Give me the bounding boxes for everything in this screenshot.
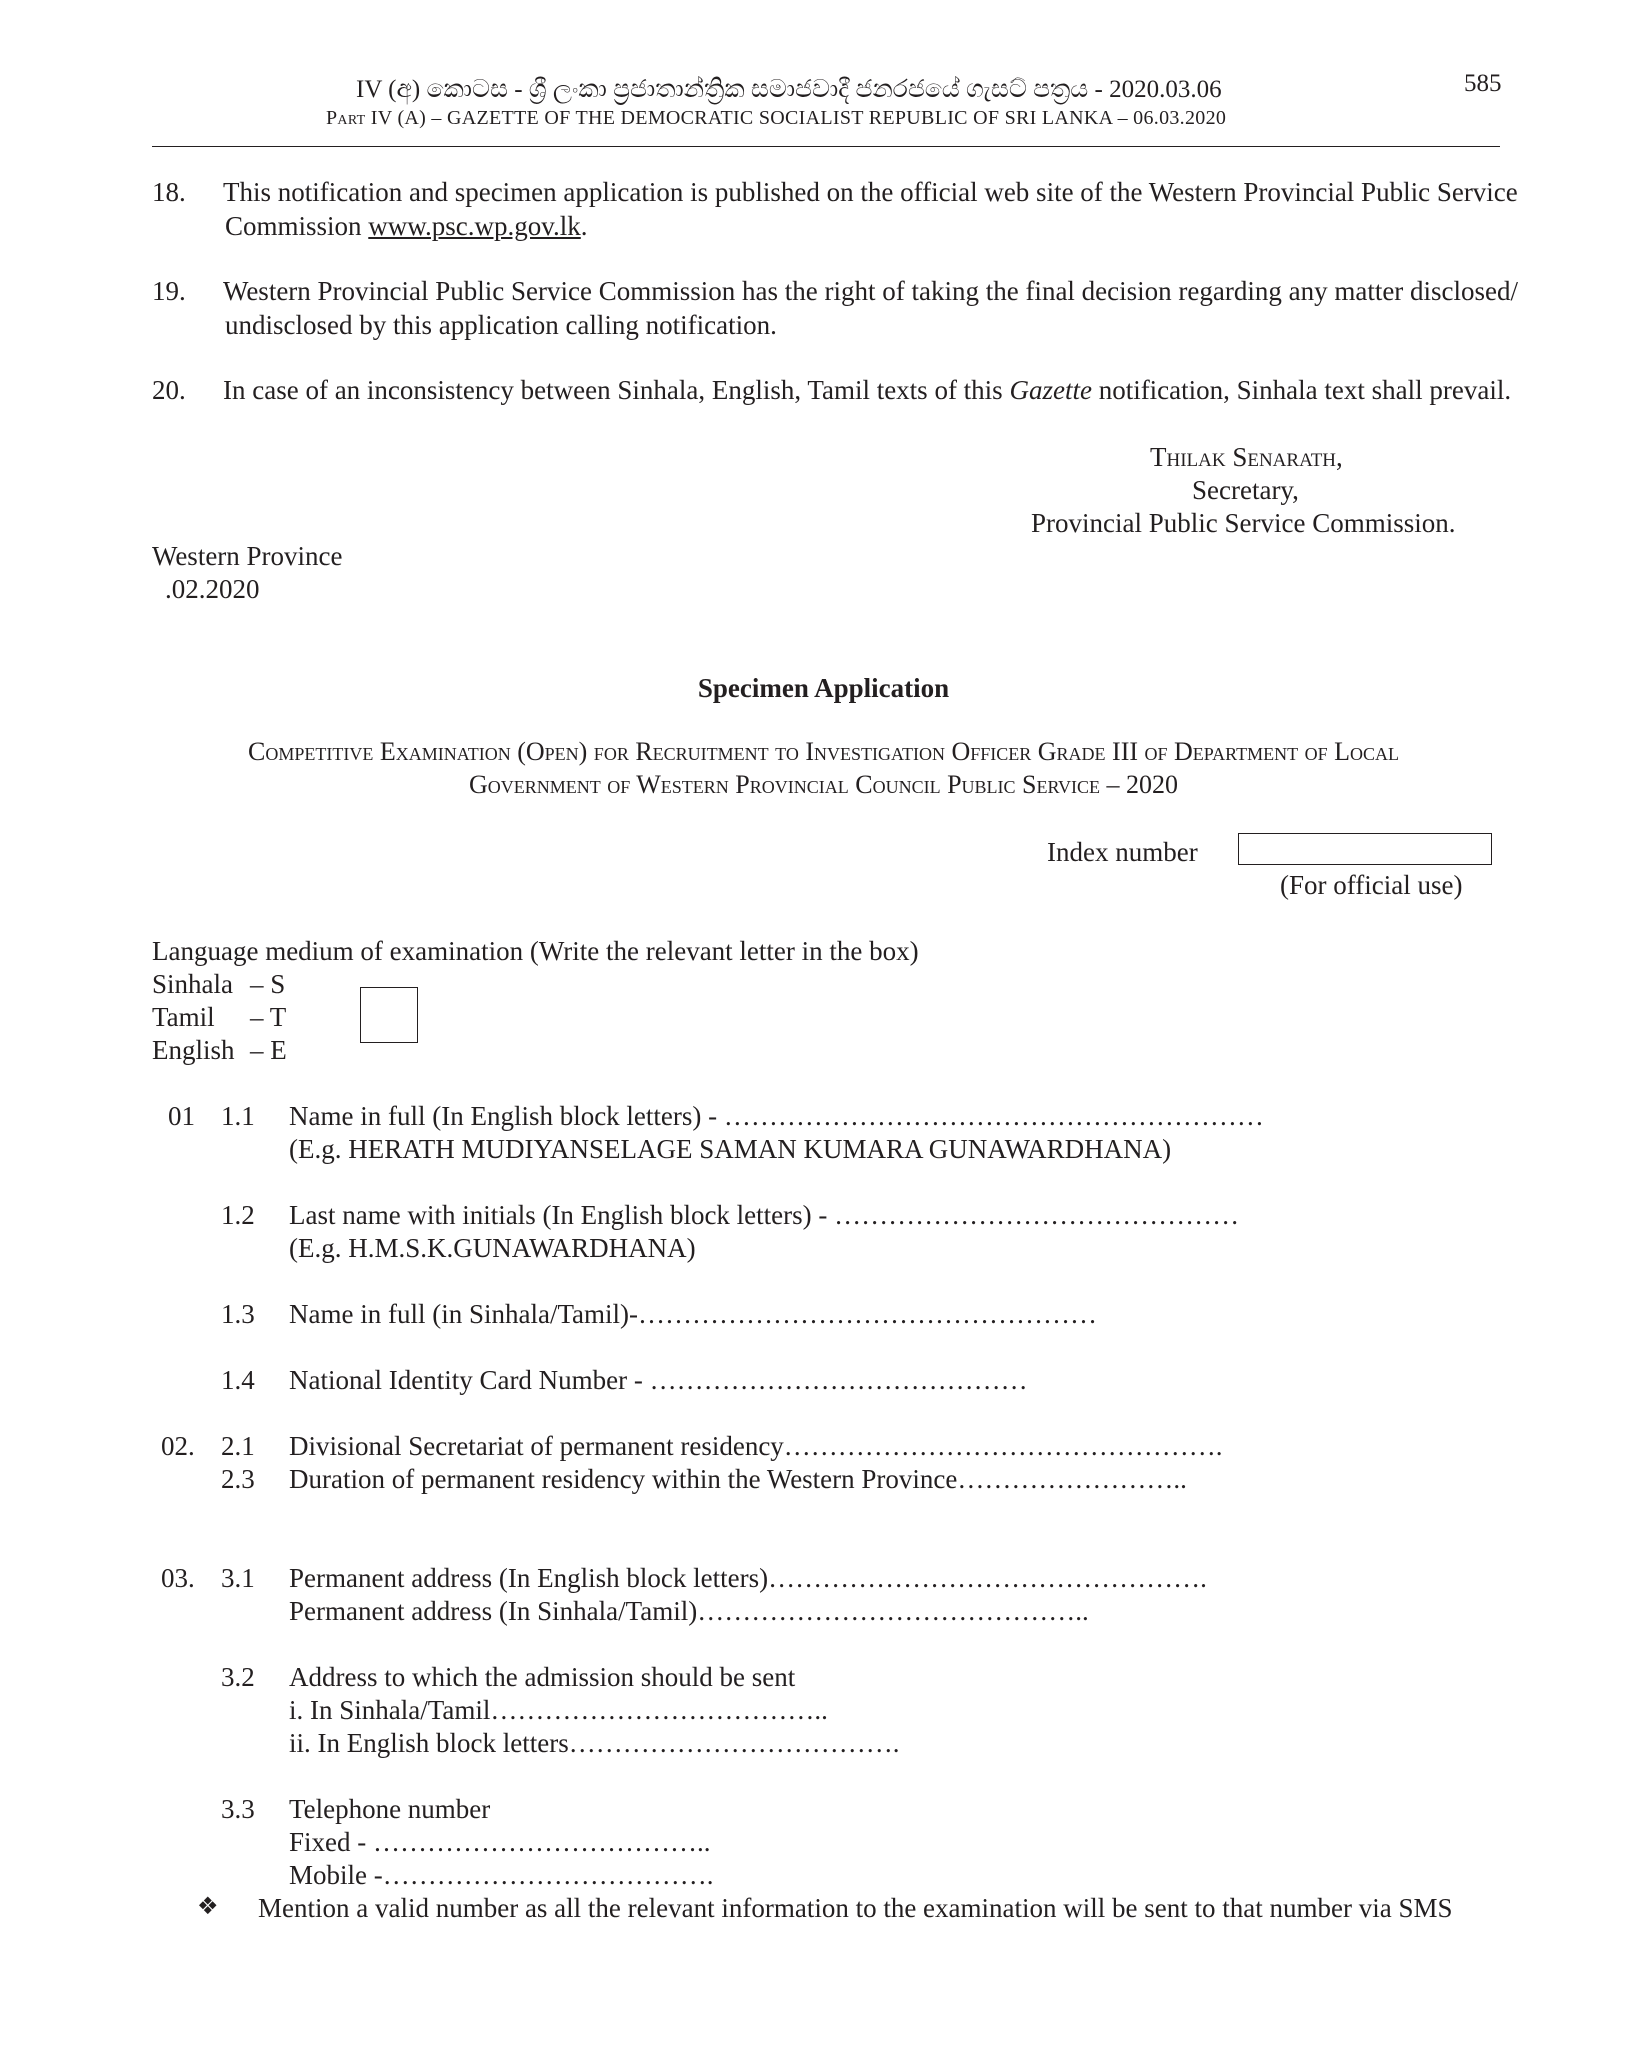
field-1-2-example: (E.g. H.M.S.K.GUNAWARDHANA) <box>289 1233 696 1263</box>
field-1-1-label[interactable]: Name in full (In English block letters) - …………………………………………………… <box>289 1101 1264 1131</box>
field-3-3-number: 3.3 <box>221 1794 255 1824</box>
clause-19-line1: Western Provincial Public Service Commission has the right of taking the final decision regarding any matter disclosed/ <box>223 276 1519 306</box>
field-1-1-example: (E.g. HERATH MUDIYANSELAGE SAMAN KUMARA GUNAWARDHANA) <box>289 1134 1172 1164</box>
field-1-2-number: 1.2 <box>221 1200 255 1230</box>
signatory-org: Provincial Public Service Commission. <box>1031 508 1456 538</box>
field-3-2-number: 3.2 <box>221 1662 255 1692</box>
language-code-english: – E <box>250 1035 287 1065</box>
field-2-1-label[interactable]: Divisional Secretariat of permanent residency…………………………………………. <box>289 1431 1223 1461</box>
signatory-title: Secretary, <box>1192 475 1299 505</box>
field-3-2-english[interactable]: ii. In English block letters………………………………. <box>289 1728 900 1758</box>
clause-20-post: notification, Sinhala text shall prevail. <box>1091 375 1512 405</box>
header-rule <box>152 146 1500 147</box>
header-english-rest: IV (A) – GAZETTE OF THE DEMOCRATIC SOCIALIST REPUBLIC OF SRI LANKA – 06.03.2020 <box>370 107 1227 129</box>
specimen-subtitle-line2: Government of Western Provincial Council Public Service – 2020 <box>468 770 1179 799</box>
field-1-2-label[interactable]: Last name with initials (In English block letters) - ……………………………………… <box>289 1200 1240 1230</box>
official-use-note: (For official use) <box>1280 870 1463 900</box>
field-1-3-number: 1.3 <box>221 1299 255 1329</box>
clause-18-number: 18. <box>152 177 186 207</box>
language-option-sinhala: Sinhala <box>152 969 233 999</box>
field-3-1-number: 3.1 <box>221 1563 255 1593</box>
field-1-3-label[interactable]: Name in full (in Sinhala/Tamil)-…………………………………………… <box>289 1299 1098 1329</box>
clause-18-period: . <box>580 211 588 241</box>
field-3-2-sinhala[interactable]: i. In Sinhala/Tamil……………………………….. <box>289 1695 828 1725</box>
clause-20-pre: In case of an inconsistency between Sinhala, English, Tamil texts of this <box>223 375 1010 405</box>
clause-18-line2-text: Commission <box>225 211 369 241</box>
field-3-3-mobile[interactable]: Mobile -………………………………. <box>289 1860 714 1890</box>
signatory-name: Thilak Senarath, <box>1150 442 1343 472</box>
place-province: Western Province <box>152 541 343 571</box>
clause-18-line2 <box>225 209 588 243</box>
field-2-1-number: 2.1 <box>221 1431 255 1461</box>
field-1-4-label[interactable]: National Identity Card Number - …………………………………… <box>289 1365 1028 1395</box>
header-sinhala-line: IV (අ) කොටස - ශ්‍රී ලංකා ප්‍රජාතාන්ත්‍රික සමාජවාදී ජනරජයේ ගැසට් පත්‍රය - 2020.03.06 <box>356 76 1222 103</box>
four-diamond-icon: ❖ <box>197 1892 219 1920</box>
clause-20-text <box>223 373 1511 407</box>
clause-19-number: 19. <box>152 276 186 306</box>
clause-20-number: 20. <box>152 375 186 405</box>
field-1-1-number: 1.1 <box>221 1101 255 1131</box>
specimen-title: Specimen Application <box>697 673 950 703</box>
language-code-sinhala: – S <box>250 969 286 999</box>
field-2-3-label[interactable]: Duration of permanent residency within the Western Province…………………….. <box>289 1464 1187 1494</box>
section-02-number: 02. <box>161 1431 195 1461</box>
section-03-number: 03. <box>161 1563 195 1593</box>
language-code-tamil: – T <box>250 1002 287 1032</box>
index-number-label: Index number <box>1047 837 1198 867</box>
specimen-subtitle-line1: Competitive Examination (Open) for Recruitment to Investigation Officer Grade III of Department of Local <box>248 737 1399 766</box>
psc-website-link[interactable]: www.psc.wp.gov.lk <box>368 211 581 241</box>
clause-18-line1: This notification and specimen application is published on the official web site of the Western Provincial Public Service <box>223 177 1518 207</box>
field-1-4-number: 1.4 <box>221 1365 255 1395</box>
language-heading: Language medium of examination (Write the relevant letter in the box) <box>152 936 919 966</box>
language-option-tamil: Tamil <box>152 1002 215 1032</box>
clause-20-gazette: Gazette <box>1009 375 1092 405</box>
field-3-1-label-sinhala[interactable]: Permanent address (In Sinhala/Tamil)…………………………………….. <box>289 1596 1089 1626</box>
field-3-3-label: Telephone number <box>289 1794 491 1824</box>
sms-note: Mention a valid number as all the relevant information to the examination will be sent to that number via SMS <box>258 1893 1453 1923</box>
page-number: 585 <box>1464 70 1502 97</box>
field-3-3-fixed[interactable]: Fixed - ……………………………….. <box>289 1827 711 1857</box>
section-01-number: 01 <box>168 1101 195 1131</box>
language-letter-box[interactable] <box>360 987 418 1043</box>
index-number-box[interactable] <box>1238 833 1492 865</box>
header-part-label: Part <box>326 107 366 129</box>
field-3-1-label[interactable]: Permanent address (In English block letters)…………………………………………. <box>289 1563 1207 1593</box>
field-2-3-number: 2.3 <box>221 1464 255 1494</box>
language-option-english: English <box>152 1035 235 1065</box>
header-english-line <box>326 107 1226 130</box>
clause-19-line2: undisclosed by this application calling notification. <box>225 310 777 340</box>
place-date: .02.2020 <box>165 574 260 604</box>
field-3-2-label: Address to which the admission should be sent <box>289 1662 796 1692</box>
